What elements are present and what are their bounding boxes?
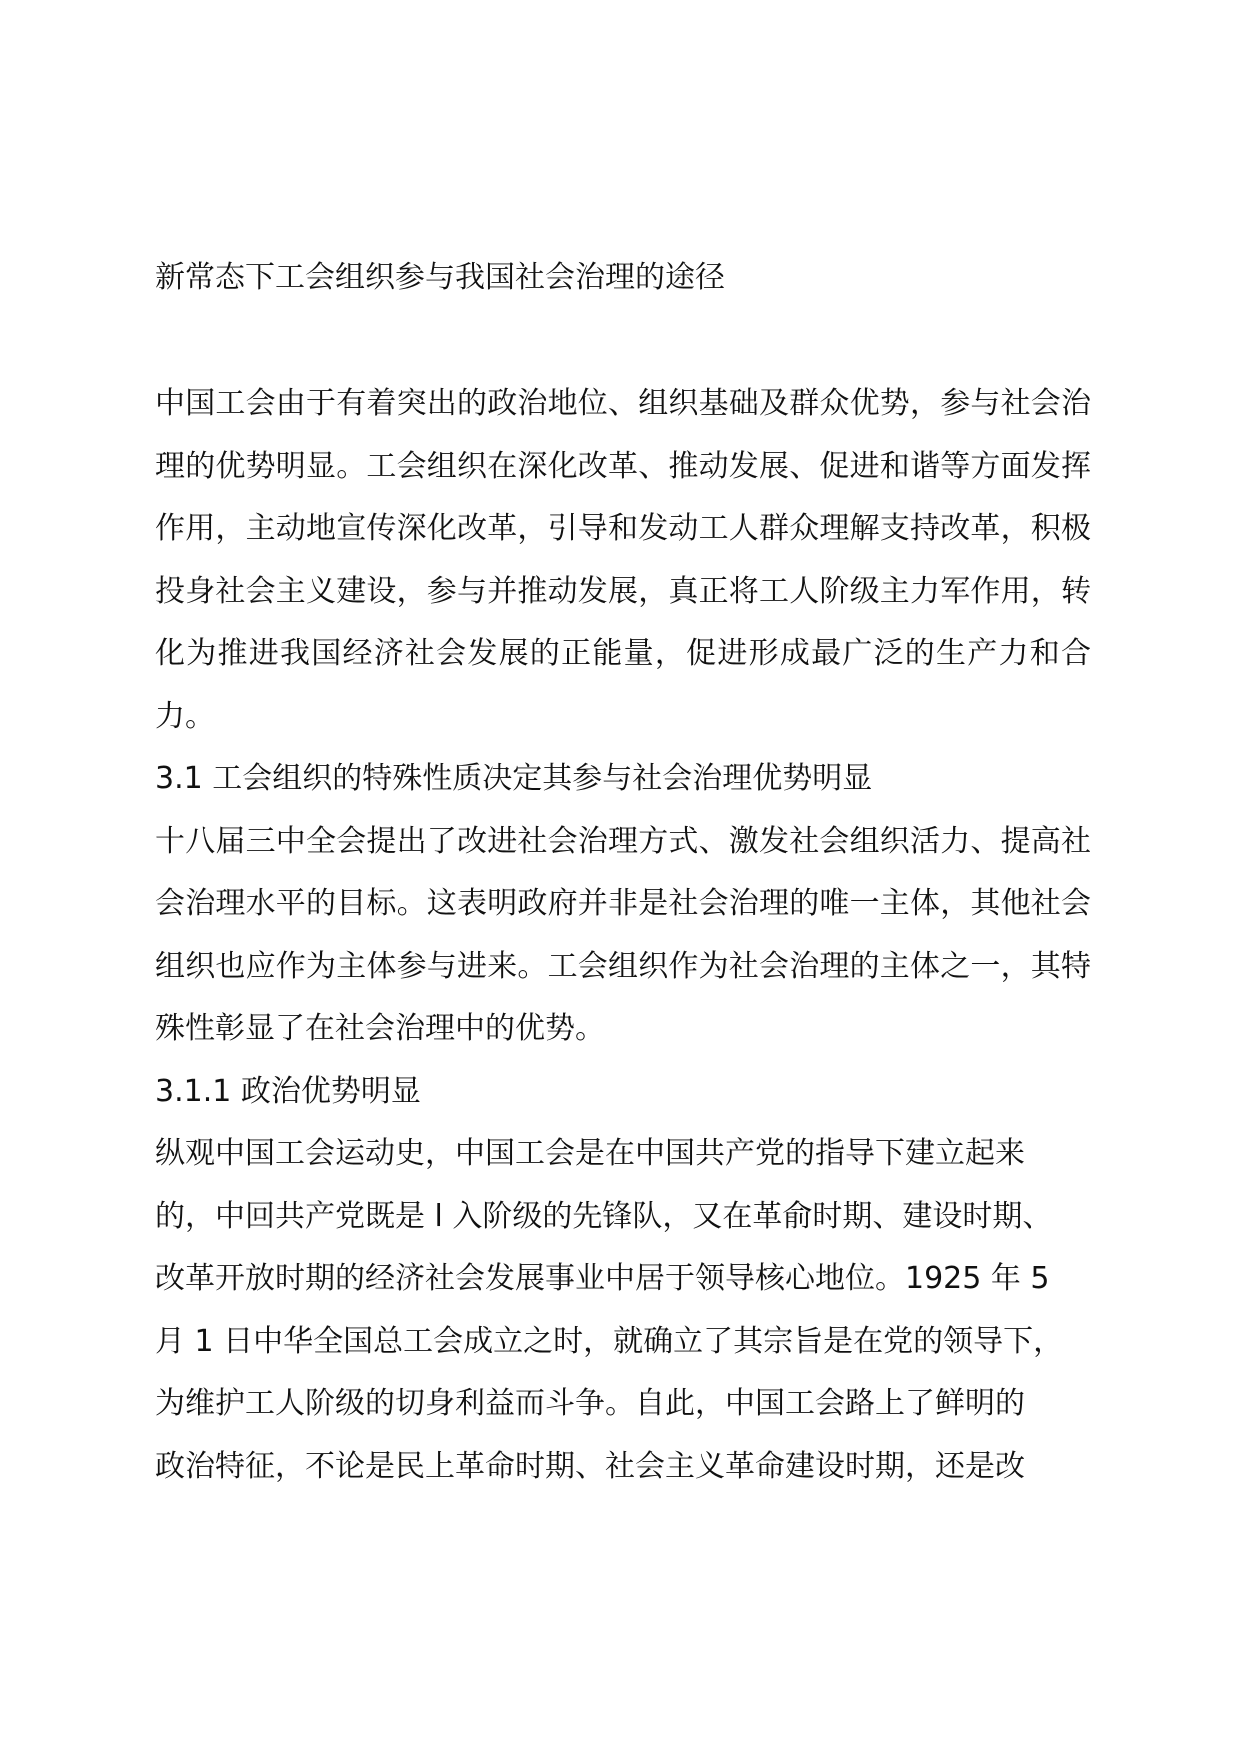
paragraph-line: 月 1 日中华全国总工会成立之时，就确立了其宗旨是在党的领导下，	[155, 1323, 1064, 1359]
document-title: 新常态下工会组织参与我国社会治理的途径	[155, 260, 725, 295]
section-3-1-1-paragraph	[155, 1123, 1091, 1498]
document-content	[155, 246, 1095, 1498]
paragraph-line: 政治特征，不论是民上革命时期、社会主义革命建设时期，还是改	[155, 1448, 1025, 1484]
section-3-1-paragraph: 十八届三中全会提出了改进社会治理方式、激发社会组织活力、提高社会治理水平的目标。这表明政府并非是社会治理的唯一主体，其他社会组织也应作为主体参与进来。工会组织作为社会治理的主体之一，其特殊性彰显了在社会治理中的优势。	[155, 823, 1091, 1046]
intro-paragraph: 中国工会由于有着突出的政治地位、组织基础及群众优势，参与社会治理的优势明显。工会组织在深化改革、推动发展、促进和谐等方面发挥作用，主动地宣传深化改革，引导和发动工人群众理解支持改革，积极投身社会主义建设，参与并推动发展，真正将工人阶级主力军作用，转化为推进我国经济社会发展的正能量，促进形成最广泛的生产力和合力。	[155, 386, 1091, 734]
paragraph-line: 的，中回共产党既是 l 入阶级的先锋队，又在革俞时期、建设时期、	[155, 1198, 1053, 1234]
paragraph-line: 改革开放时期的经济社会发展事业中居于领导核心地位。1925 年 5	[155, 1261, 1050, 1296]
section-3-1-heading: 3.1 工会组织的特殊性质决定其参与社会治理优势明显	[155, 761, 873, 796]
section-3-1-1-heading: 3.1.1 政治优势明显	[155, 1073, 421, 1109]
paragraph-line: 纵观中国工会运动史，中国工会是在中国共产党的指导下建立起来	[155, 1136, 1025, 1171]
paragraph-line: 为维护工人阶级的切身利益而斗争。自此，中国工会路上了鲜明的	[155, 1386, 1025, 1421]
